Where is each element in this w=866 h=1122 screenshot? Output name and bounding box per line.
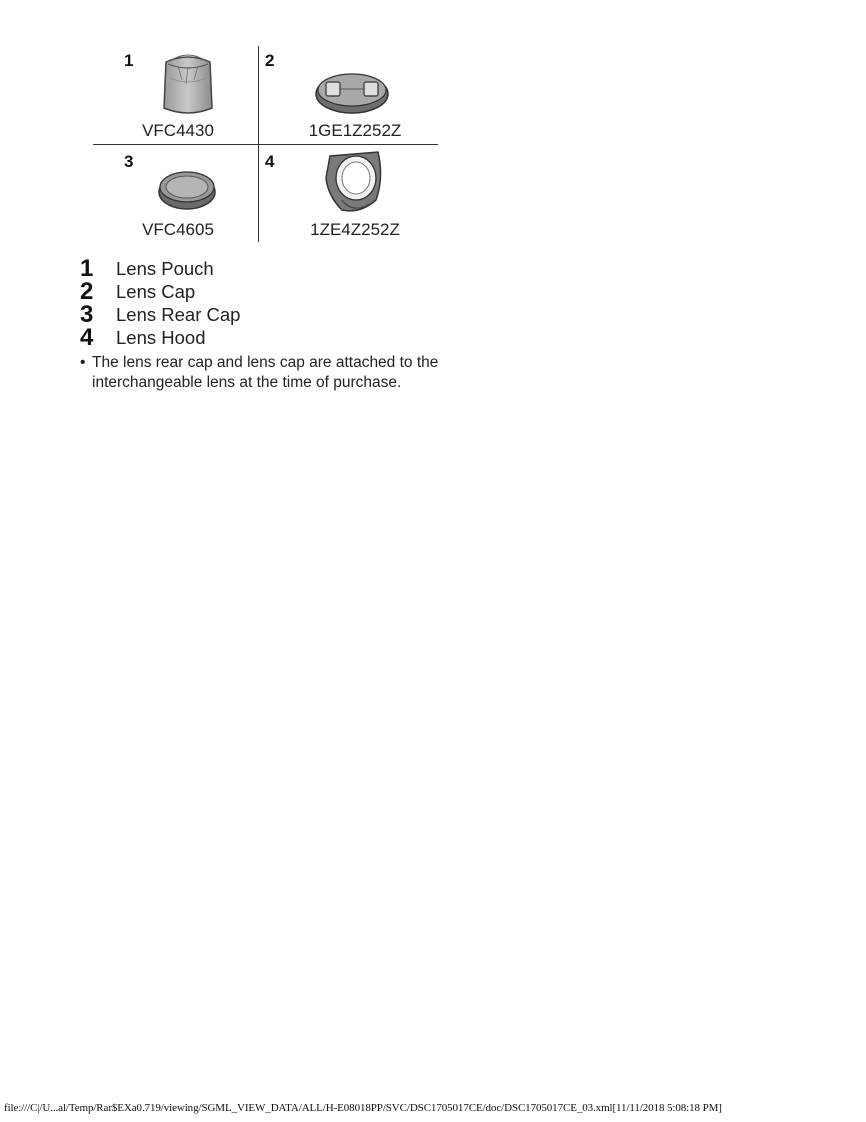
legend-label: Lens Rear Cap	[116, 303, 241, 325]
legend-number: 3	[80, 300, 94, 328]
accessory-number: 4	[265, 152, 275, 171]
lens-cap-icon	[312, 68, 392, 121]
grid-horizontal-divider	[93, 144, 438, 145]
legend-item	[80, 277, 196, 305]
legend-label: Lens Cap	[116, 280, 196, 302]
legend-number: 4	[80, 323, 94, 351]
lens-rear-cap-icon	[156, 166, 218, 217]
legend-label: Lens Pouch	[116, 257, 214, 279]
lens-hood-icon	[320, 148, 388, 221]
accessory-code: VFC4605	[142, 220, 214, 239]
legend-label: Lens Hood	[116, 326, 206, 348]
legend-item	[80, 300, 241, 328]
accessory-number: 1	[124, 51, 134, 70]
file-path-footer: file:///C|/U...al/Temp/Rar$EXa0.719/viewing/SGML_VIEW_DATA/ALL/H-E08018PP/SVC/DSC1705017CE/doc/DSC1705017CE_03.xml[11/11/2018 5:08:18 PM]	[4, 1102, 722, 1114]
accessory-code: VFC4430	[142, 121, 214, 140]
bullet-icon: •	[80, 354, 86, 371]
note-text: The lens rear cap and lens cap are attached to the interchangeable lens at the time of purchase.	[92, 354, 439, 391]
accessory-number: 3	[124, 152, 134, 171]
legend-item	[80, 323, 206, 351]
purchase-note	[80, 353, 520, 393]
accessory-code: 1ZE4Z252Z	[310, 220, 400, 239]
legend-number: 2	[80, 277, 94, 305]
accessory-code: 1GE1Z252Z	[308, 121, 402, 140]
lens-pouch-icon	[158, 50, 218, 123]
legend-item	[80, 254, 214, 282]
accessory-number: 2	[265, 51, 275, 70]
legend-number: 1	[80, 254, 94, 282]
